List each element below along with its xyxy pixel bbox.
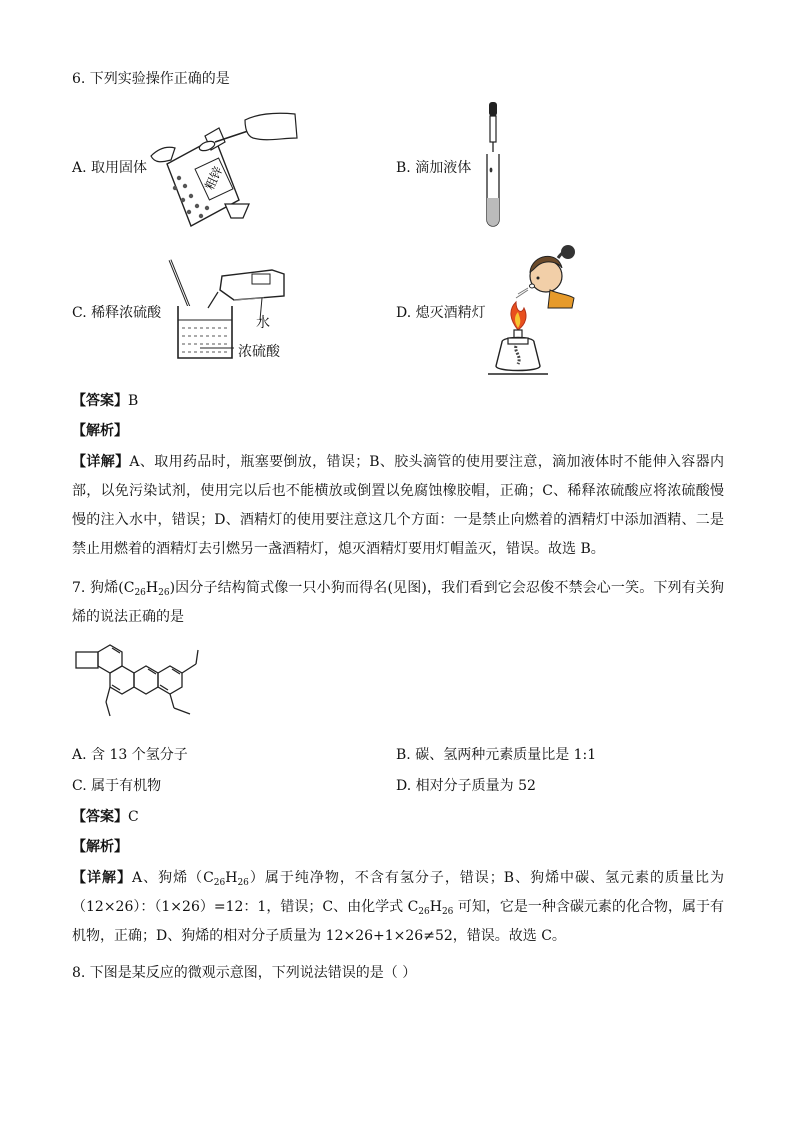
- q7-answer: [72, 806, 139, 826]
- q6-option-a: A. 取用固体: [72, 160, 148, 176]
- detail-text: A、取用药品时，瓶塞要倒放，错误；B、胶头滴管的使用要注意，滴加液体时不能伸入容器内部，以免污染试剂，使用完以后也不能横放或倒置以免腐蚀橡胶帽，正确；C、稀释浓硫酸应将浓硫酸慢慢的注入水中，错误；D、酒精灯的使用要注意这几个方面：一是禁止向燃着的酒精灯中添加酒精、二是禁止用燃着的酒精灯去引燃另一盏酒精灯，熄灭酒精灯要用灯帽盖灭，错误。故选 B。: [72, 454, 724, 557]
- q6-answer: [72, 390, 138, 410]
- q6-option-b: B. 滴加液体: [396, 160, 472, 176]
- acid-label: 浓硫酸: [238, 344, 280, 360]
- q6-option-c: C. 稀释浓硫酸: [72, 305, 162, 321]
- answer-tag: 【答案】: [72, 393, 128, 409]
- q8-stem: 8. 下图是某反应的微观示意图，下列说法错误的是（ ）: [72, 965, 417, 981]
- q6-option-d: D. 熄灭酒精灯: [396, 305, 486, 321]
- q7-analysis-tag: 【解析】: [72, 839, 128, 855]
- take-solid-illustration: [145, 108, 300, 230]
- bottle-label: 粗锌: [202, 164, 226, 193]
- answer-value: C: [128, 809, 139, 825]
- q7-stem: 7. 狗烯$(C_{26}H_{26})$因分子结构简式像一只小狗而得名(见图)，我们看到它会忍俊不禁会心一笑。下列有关狗烯的说法正确的是: [72, 580, 724, 625]
- detail-tag: 【详解】: [72, 870, 132, 886]
- dogene-structure-diagram: [72, 636, 222, 736]
- q7-option-b: B. 碳、氢两种元素质量比是 1:1: [396, 747, 597, 763]
- q6-detail: [72, 448, 724, 564]
- q7-option-c: C. 属于有机物: [72, 778, 162, 794]
- water-label: 水: [256, 315, 270, 331]
- dropper-illustration: [482, 100, 506, 228]
- q6-stem: 6. 下列实验操作正确的是: [72, 71, 230, 87]
- q7-option-a: A. 含 13 个氢分子: [72, 747, 188, 763]
- answer-value: B: [128, 393, 139, 409]
- alcohol-lamp-illustration: [488, 238, 588, 378]
- detail-tag: 【详解】: [72, 454, 130, 470]
- q6-analysis-tag: 【解析】: [72, 423, 128, 439]
- q7-option-d: D. 相对分子质量为 52: [396, 778, 536, 794]
- answer-tag: 【答案】: [72, 809, 128, 825]
- q7-detail: 【详解】A、狗烯$(C_{26}H_{26})$属于纯净物，不含有氢分子，错误；B、狗烯中碳、氢元素的质量比为（12×26）：（1×26）=12：1，错误；C、由化学式 $C_{26}H_{26}$ 可知，它是一种含碳元素的化合物，属于有机物，正确；D、狗烯的相对分子质量为 12×26+1×26≠52，错误。故选 C。: [72, 870, 724, 944]
